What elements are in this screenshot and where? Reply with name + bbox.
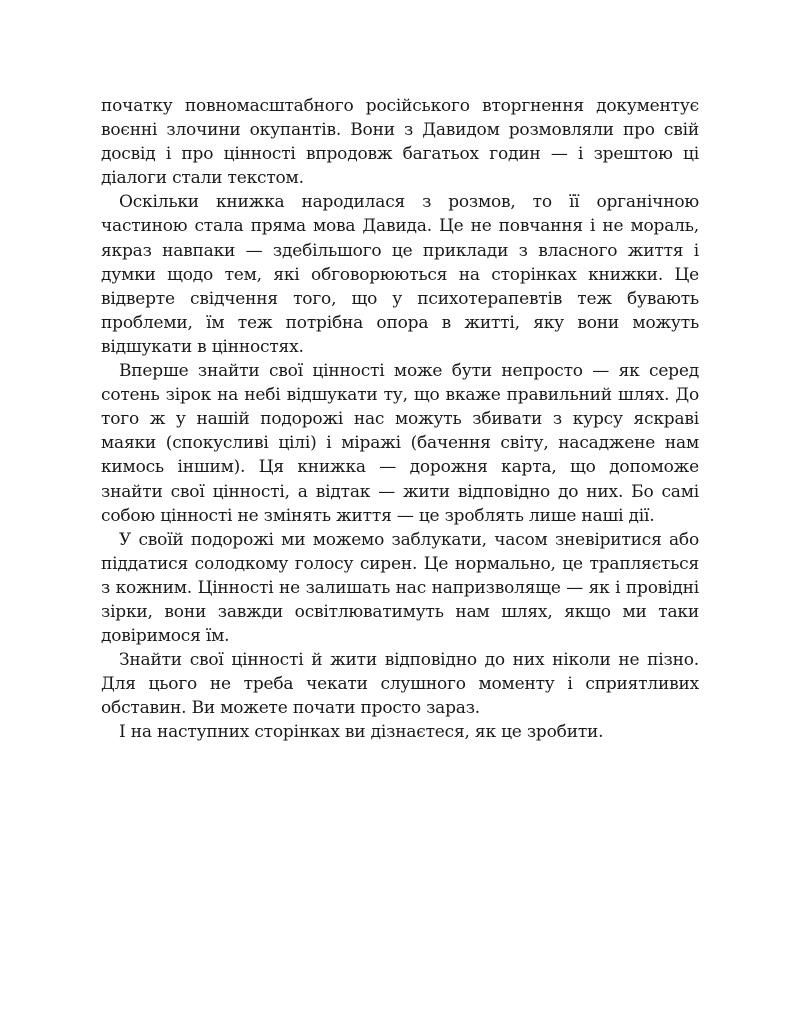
paragraph-journey: У своїй подорожі ми можемо заблукати, часом зневіритися або піддатися солодкому голосу сирен. Це нормально, це трапляється з кожним. Цінності не залишать нас напризволяще — як і провідні зірки, вони завжди освітлюватимуть нам шлях, якщо ми таки довіримося їм. xyxy=(101,529,699,647)
book-page-text xyxy=(101,94,699,745)
paragraph-finding-values: Вперше знайти свої цінності може бути непросто — як серед сотень зірок на небі відшукати ту, що вкаже правильний шлях. До того ж у нашій подорожі нас можуть збивати з курсу яскраві маяки (спокусливі цілі) і міражі (бачення світу, насаджене нам кимось іншим). Ця книжка — дорожня карта, що допоможе знайти свої цінності, а відтак — жити відповідно до них. Бо самі собою цінності не змінять життя — це зроблять лише наші дії. xyxy=(101,361,699,526)
paragraph-closing: І на наступних сторінках ви дізнаєтеся, як це зробити. xyxy=(119,722,604,743)
paragraph-continuation: початку повномасштабного російського вторгнення документує воєнні злочини окупантів. Вони з Давидом розмовляли про свій досвід і про цінності впродовж багатьох годин — і зрештою ці діалоги стали текстом. xyxy=(101,96,699,189)
paragraph-never-late: Знайти свої цінності й жити відповідно до них ніколи не пізно. Для цього не треба чекати слушного моменту і сприятливих обставин. Ви можете почати просто зараз. xyxy=(101,650,699,719)
paragraph-direct-speech: Оскільки книжка народилася з розмов, то її органічною частиною стала пряма мова Давида. Це не повчання і не мораль, якраз навпаки — здебільшого це приклади з власного життя і думки щодо тем, які обговорюються на сторінках книжки. Це відверте свідчення того, що у психотерапевтів теж бувають проблеми, їм теж потрібна опора в житті, яку вони можуть відшукати в цінностях. xyxy=(101,192,699,357)
